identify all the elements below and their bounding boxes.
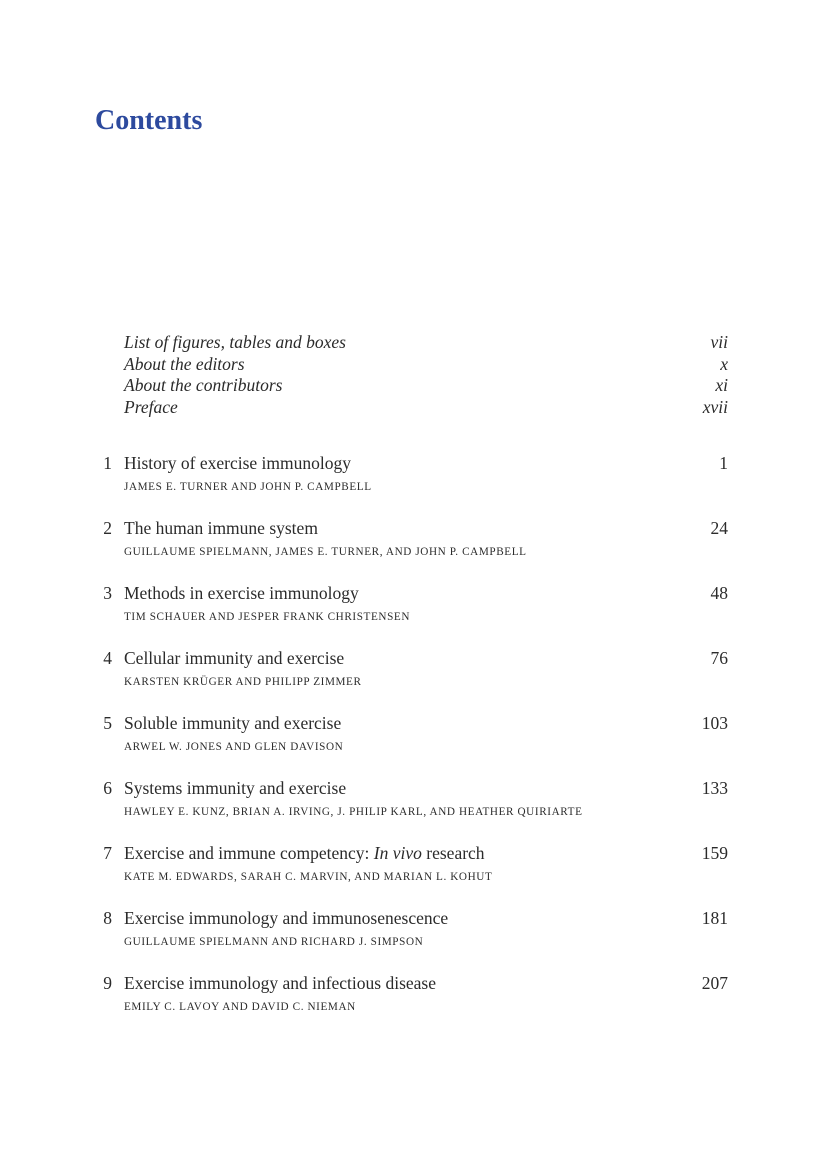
front-matter-page: xi	[715, 375, 728, 396]
chapter-entry[interactable]	[95, 842, 728, 907]
chapter-title: Cellular immunity and exercise	[124, 648, 345, 668]
chapter-title-prefix: Exercise and immune competency:	[124, 843, 374, 863]
chapter-page: 24	[710, 518, 728, 538]
front-matter-item[interactable]	[124, 375, 728, 397]
chapter-page: 133	[701, 778, 728, 798]
chapter-authors: GUILLAUME SPIELMANN AND RICHARD J. SIMPSON	[124, 936, 424, 948]
chapter-authors: ARWEL W. JONES AND GLEN DAVISON	[124, 741, 344, 753]
front-matter-item[interactable]	[124, 332, 728, 354]
chapter-entry[interactable]	[95, 517, 728, 582]
chapter-page: 76	[710, 648, 728, 668]
front-matter-title: About the editors	[124, 353, 245, 374]
chapter-authors: KARSTEN KRÜGER AND PHILIPP ZIMMER	[124, 676, 362, 688]
chapter-number: 5	[103, 713, 112, 733]
chapter-authors: GUILLAUME SPIELMANN, JAMES E. TURNER, AND JOHN P. CAMPBELL	[124, 546, 527, 558]
chapter-number: 6	[103, 778, 112, 798]
front-matter-page: xvii	[702, 397, 728, 418]
chapter-authors: KATE M. EDWARDS, SARAH C. MARVIN, AND MARIAN L. KOHUT	[124, 871, 493, 883]
chapter-page: 159	[701, 843, 728, 863]
chapter-number: 8	[103, 908, 112, 928]
chapter-page: 181	[701, 908, 728, 928]
chapter-number: 4	[103, 648, 112, 668]
chapter-title: Methods in exercise immunology	[124, 583, 359, 603]
front-matter-page: vii	[710, 332, 728, 352]
chapter-entry[interactable]	[95, 907, 728, 972]
chapter-entry[interactable]	[95, 582, 728, 647]
chapter-page: 207	[701, 973, 728, 993]
chapter-title-suffix: research	[421, 843, 485, 863]
page-title: Contents	[95, 105, 203, 136]
chapter-entry[interactable]	[95, 452, 728, 517]
chapter-authors: TIM SCHAUER AND JESPER FRANK CHRISTENSEN	[124, 611, 411, 623]
chapter-title: History of exercise immunology	[124, 453, 351, 473]
chapter-title: The human immune system	[124, 518, 318, 538]
chapter-number: 2	[103, 518, 112, 538]
front-matter-title: About the contributors	[124, 375, 283, 396]
chapter-title: Systems immunity and exercise	[124, 778, 347, 798]
front-matter-item[interactable]	[124, 354, 728, 376]
chapter-title: Exercise immunology and infectious disease	[124, 973, 437, 993]
front-matter-title: Preface	[124, 397, 178, 418]
chapter-page: 48	[710, 583, 728, 603]
chapter-entry[interactable]	[95, 647, 728, 712]
chapter-title: Soluble immunity and exercise	[124, 713, 342, 733]
front-matter-title: List of figures, tables and boxes	[124, 332, 346, 352]
chapter-authors: JAMES E. TURNER AND JOHN P. CAMPBELL	[124, 481, 372, 493]
chapter-page: 103	[701, 713, 728, 733]
chapter-authors: HAWLEY E. KUNZ, BRIAN A. IRVING, J. PHILIP KARL, AND HEATHER QUIRIARTE	[124, 806, 583, 818]
front-matter-list	[124, 332, 728, 419]
chapter-title: Exercise immunology and immunosenescence	[124, 908, 449, 928]
front-matter-page: x	[720, 353, 728, 374]
chapter-entry[interactable]	[95, 712, 728, 777]
chapter-title-italic: In vivo	[373, 843, 422, 863]
chapter-number: 3	[103, 583, 112, 603]
chapter-list	[95, 452, 728, 1037]
chapter-entry[interactable]	[95, 777, 728, 842]
chapter-number: 7	[103, 843, 112, 863]
chapter-authors: EMILY C. LAVOY AND DAVID C. NIEMAN	[124, 1001, 356, 1013]
chapter-title	[124, 842, 485, 864]
chapter-entry[interactable]	[95, 972, 728, 1037]
front-matter-item[interactable]	[124, 397, 728, 419]
chapter-number: 1	[103, 453, 112, 473]
chapter-page: 1	[719, 453, 728, 473]
chapter-number: 9	[103, 973, 112, 993]
